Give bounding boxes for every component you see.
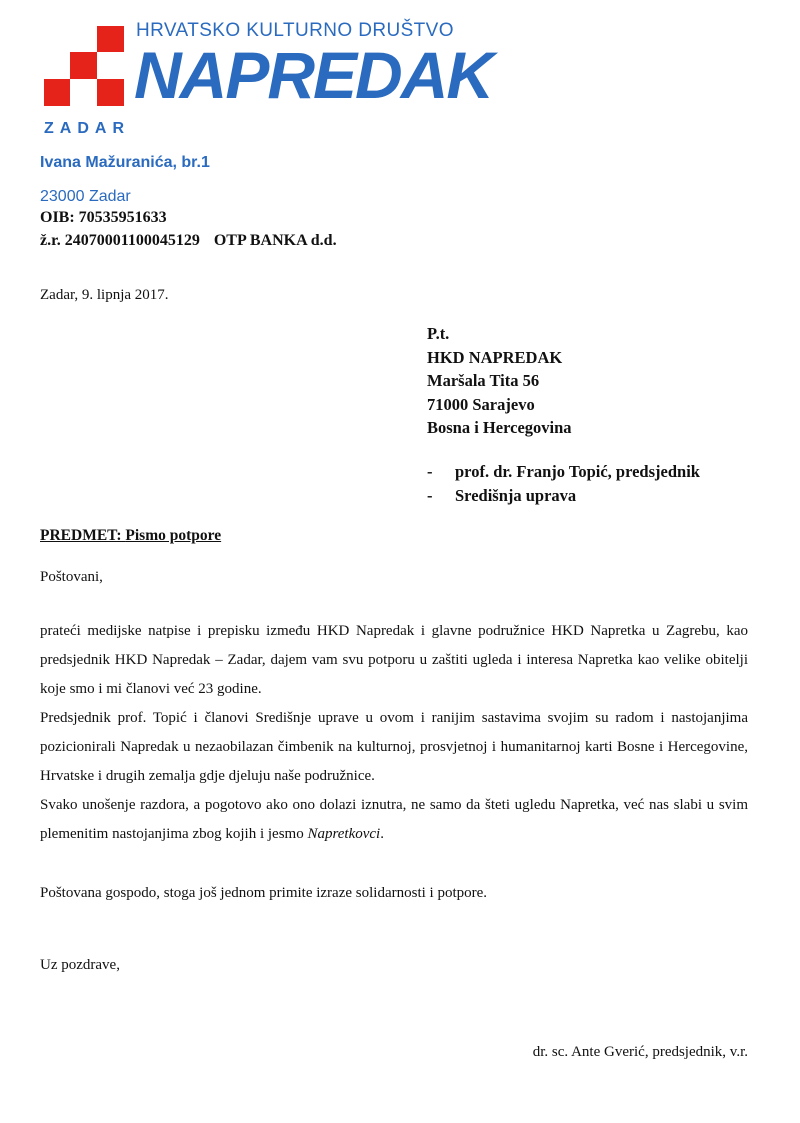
- attention-list: [427, 460, 700, 507]
- recipient-line: 71000 Sarajevo: [427, 394, 535, 414]
- recipient-address: [427, 322, 572, 440]
- bank-name: OTP BANKA d.d.: [213, 232, 337, 249]
- subject-line: [40, 527, 221, 545]
- body-text-end: .: [380, 826, 384, 842]
- date-line: Zadar, 9. lipnja 2017.: [40, 287, 169, 303]
- emphasized-word: Napretkovci: [307, 826, 381, 842]
- sender-account-line: [40, 232, 337, 250]
- org-city: ZADAR: [44, 120, 130, 137]
- org-full-name: HRVATSKO KULTURNO DRUŠTVO: [136, 20, 454, 41]
- subject-label: PREDMET:: [40, 527, 122, 544]
- recipient-line: P.t.: [427, 324, 450, 343]
- logo-squares: [44, 26, 124, 106]
- letter-body: [40, 617, 748, 849]
- sender-oib: OIB: 70535951633: [40, 209, 167, 226]
- attention-text: prof. dr. Franjo Topić, predsjednik: [455, 462, 700, 481]
- body-paragraph: Predsjednik prof. Topić i članovi Središnje uprave u ovom i ranijim sastavima svojim su radom i nastojanjima pozicionirali Napredak u nezaobilazan čimbenik na kulturnoj, prosvjetnoj i humanitarnoj karti Bosne i Hercegovine, Hrvatske i drugih zemalja gdje djeluju naše podružnice.: [40, 710, 748, 784]
- regards: Uz pozdrave,: [40, 957, 120, 973]
- list-dash: -: [427, 485, 433, 505]
- recipient-line: HKD NAPREDAK: [427, 347, 563, 367]
- logo-square: [70, 52, 97, 79]
- logo-square: [44, 79, 70, 106]
- signature: dr. sc. Ante Gverić, predsjednik, v.r.: [532, 1044, 748, 1060]
- org-wordmark: NAPREDAK: [134, 38, 493, 112]
- salutation: Poštovani,: [40, 569, 103, 585]
- closing-line: Poštovana gospodo, stoga još jednom primite izraze solidarnosti i potpore.: [40, 885, 488, 901]
- attention-item: [427, 460, 700, 484]
- sender-street: Ivana Mažuranića, br.1: [40, 154, 210, 171]
- subject-text: Pismo potpore: [125, 527, 222, 544]
- sender-postal-city: 23000 Zadar: [40, 188, 131, 205]
- attention-text: Središnja uprava: [455, 485, 577, 505]
- recipient-line: Bosna i Hercegovina: [427, 418, 572, 437]
- recipient-line: Maršala Tita 56: [427, 371, 540, 390]
- logo-square: [97, 79, 124, 106]
- body-paragraph: [40, 791, 748, 849]
- attention-item: [427, 484, 700, 508]
- list-dash: -: [427, 462, 433, 481]
- account-number: ž.r. 24070001100045129: [40, 232, 200, 249]
- logo-square: [97, 26, 124, 52]
- body-paragraph: prateći medijske natpise i prepisku između HKD Napredak i glavne podružnice HKD Napretka u Zagrebu, kao predsjednik HKD Napredak – Zadar, dajem vam svu potporu u zaštiti ugleda i interesa Napretka kao velike obitelji koje smo i mi članovi već 23 godine.: [40, 623, 748, 697]
- body-text: Svako unošenje razdora, a pogotovo ako ono dolazi iznutra, ne samo da šteti ugledu Napretka, već nas slabi u svim plemenitim nastojanjima zbog kojih i jesmo: [40, 797, 748, 842]
